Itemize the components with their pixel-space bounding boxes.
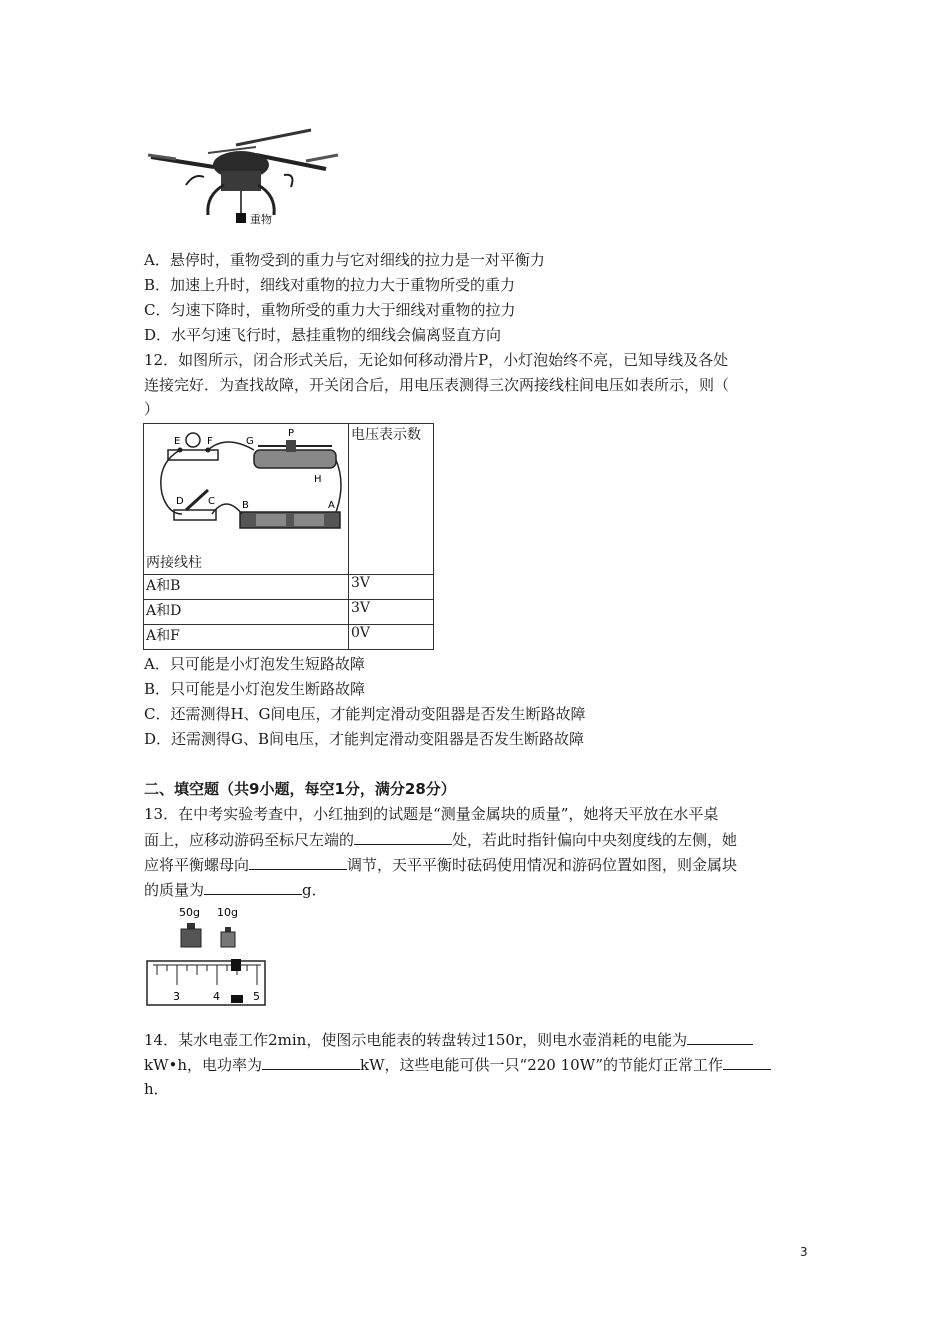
svg-text:H: H — [314, 474, 322, 485]
table-row-3-voltage: 0V — [349, 625, 434, 650]
q14-line3: h． — [144, 1080, 169, 1098]
q12-stem-line2: 连接完好．为查找故障，开关闭合后，用电压表测得三次两接线柱间电压如表所示，则（ — [144, 376, 730, 394]
q12-stem-line3: ） — [144, 400, 160, 418]
svg-text:F: F — [207, 436, 213, 447]
col1-header: 两接线柱 — [146, 555, 202, 571]
q12-option-d: D．还需测得G、B间电压，才能判定滑动变阻器是否发生断路故障 — [144, 730, 585, 748]
q12-option-a: A．只可能是小灯泡发生短路故障 — [144, 655, 365, 673]
q14-blank-2[interactable] — [262, 1053, 360, 1070]
table-row-3-pair: A和F — [144, 625, 349, 650]
table-row-2-voltage: 3V — [349, 600, 434, 625]
q13-line2: 面上，应移动游码至标尺左端的 处，若此时指针偏向中央刻度线的左侧，她 — [144, 828, 737, 851]
q13-line1: 13．在中考实验考查中，小红抽到的试题是“测量金属块的质量”，她将天平放在水平桌 — [144, 805, 719, 823]
balance-weights-figure — [145, 903, 269, 1007]
q12-option-b: B．只可能是小灯泡发生断路故障 — [144, 680, 366, 698]
q14-blank-3[interactable] — [723, 1053, 771, 1070]
svg-text:B: B — [242, 500, 249, 511]
q13-blank-1[interactable] — [354, 828, 452, 845]
col2-header: 电压表示数 — [349, 424, 434, 575]
svg-text:D: D — [176, 496, 184, 507]
q14-line1: 14．某水电壶工作2min，使图示电能表的转盘转过150r，则电水壶消耗的电能为 — [144, 1028, 753, 1051]
q14-blank-1[interactable] — [687, 1028, 753, 1045]
svg-text:50g: 50g — [179, 906, 200, 919]
page-number: 3 — [800, 1245, 808, 1259]
q11-option-d: D．水平匀速飞行时，悬挂重物的细线会偏离竖直方向 — [144, 326, 502, 344]
table-row-1-pair: A和B — [144, 575, 349, 600]
svg-text:4: 4 — [213, 990, 220, 1003]
q11-option-b: B．加速上升时，细线对重物的拉力大于重物所受的重力 — [144, 276, 516, 294]
svg-text:C: C — [208, 496, 215, 507]
section-heading: 二、填空题（共9小题，每空1分，满分28分） — [144, 780, 456, 798]
svg-text:3: 3 — [173, 990, 180, 1003]
q11-option-c: C．匀速下降时，重物所受的重力大于细线对重物的拉力 — [144, 301, 516, 319]
voltage-table — [143, 423, 434, 650]
table-row-2-pair: A和D — [144, 600, 349, 625]
q13-blank-3[interactable] — [204, 878, 302, 895]
svg-text:10g: 10g — [217, 906, 238, 919]
q11-option-a: A．悬停时，重物受到的重力与它对细线的拉力是一对平衡力 — [144, 251, 545, 269]
drone-figure — [146, 125, 342, 237]
q13-line4: 的质量为 g． — [144, 878, 327, 901]
q12-option-c: C．还需测得H、G间电压，才能判定滑动变阻器是否发生断路故障 — [144, 705, 586, 723]
svg-text:A: A — [328, 500, 335, 511]
circuit-figure — [146, 424, 346, 549]
q12-stem-line1: 12．如图所示，闭合形式关后，无论如何移动滑片P，小灯泡始终不亮，已知导线及各处 — [144, 351, 729, 369]
svg-text:E: E — [174, 436, 181, 447]
weight-label: 重物 — [250, 213, 272, 226]
q13-line3: 应将平衡螺母向 调节，天平平衡时砝码使用情况和游码位置如图，则金属块 — [144, 853, 737, 876]
table-row-1-voltage: 3V — [349, 575, 434, 600]
table-header-pairs — [144, 424, 349, 575]
svg-text:5: 5 — [253, 990, 260, 1003]
q13-blank-2[interactable] — [249, 853, 347, 870]
svg-text:P: P — [288, 428, 295, 439]
q14-line2: kW•h，电功率为 kW，这些电能可供一只“220 10W”的节能灯正常工作 — [144, 1053, 771, 1076]
svg-text:G: G — [246, 436, 254, 447]
